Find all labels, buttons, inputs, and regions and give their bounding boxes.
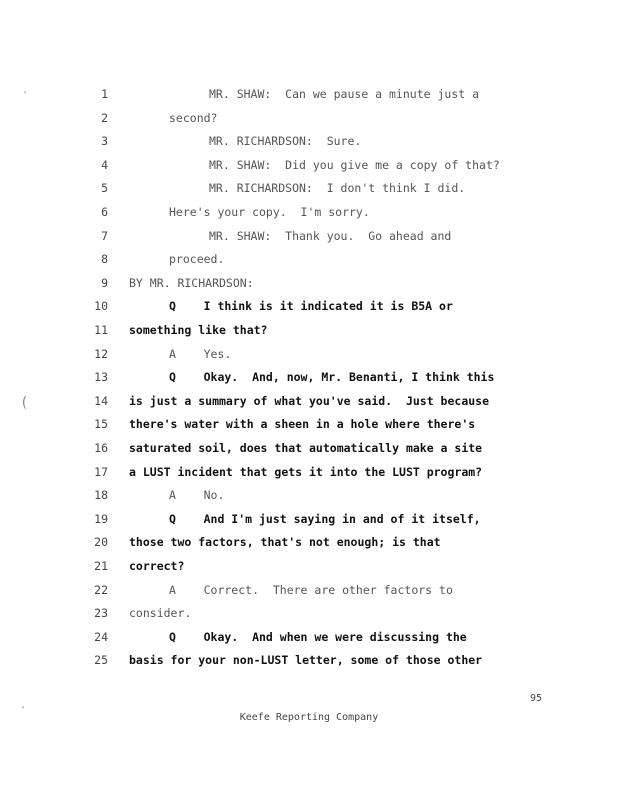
transcript-line bbox=[0, 296, 618, 316]
line-text: MR. RICHARDSON: Sure. bbox=[209, 134, 362, 149]
line-number: 10 bbox=[94, 299, 108, 314]
transcript-line bbox=[0, 627, 618, 647]
transcript-line bbox=[0, 438, 618, 458]
line-number: 5 bbox=[101, 181, 108, 196]
transcript-line bbox=[0, 367, 618, 387]
line-number: 4 bbox=[101, 157, 108, 172]
line-text: A Yes. bbox=[169, 346, 232, 361]
line-number: 20 bbox=[94, 535, 108, 550]
transcript-line bbox=[0, 84, 618, 104]
line-number: 14 bbox=[94, 393, 108, 408]
transcript-line bbox=[0, 580, 618, 600]
line-number: 15 bbox=[94, 417, 108, 432]
transcript-line bbox=[0, 532, 618, 552]
line-text: Q Okay. And, now, Mr. Benanti, I think this bbox=[169, 370, 495, 385]
line-text: Here's your copy. I'm sorry. bbox=[169, 205, 370, 219]
line-number: 7 bbox=[101, 228, 108, 243]
line-text: saturated soil, does that automatically make a site bbox=[129, 441, 483, 455]
transcript-line bbox=[0, 202, 618, 222]
line-text: there's water with a sheen in a hole where there's bbox=[129, 417, 476, 432]
line-text: Q And I'm just saying in and of it itself, bbox=[169, 511, 481, 526]
line-number: 23 bbox=[94, 606, 108, 621]
transcript-line bbox=[0, 556, 618, 576]
line-number: 2 bbox=[101, 110, 108, 125]
transcript-line bbox=[0, 414, 618, 434]
line-text: MR. SHAW: Did you give me a copy of that? bbox=[209, 157, 500, 172]
line-text: Q Okay. And when we were discussing the bbox=[169, 629, 467, 644]
line-text: correct? bbox=[129, 559, 185, 573]
transcript-line bbox=[0, 108, 618, 128]
line-number: 18 bbox=[94, 488, 108, 503]
line-text: A Correct. There are other factors to bbox=[169, 582, 453, 597]
line-number: 22 bbox=[94, 582, 108, 597]
transcript-line bbox=[0, 391, 618, 411]
page-number: 95 bbox=[530, 693, 543, 704]
line-text: MR. SHAW: Thank you. Go ahead and bbox=[209, 228, 452, 243]
line-number: 11 bbox=[94, 323, 108, 337]
transcript-line bbox=[0, 155, 618, 175]
line-number: 24 bbox=[94, 629, 108, 644]
line-number: 8 bbox=[101, 252, 108, 267]
line-text: basis for your non-LUST letter, some of those other bbox=[129, 653, 483, 668]
scan-speck-mark: ' bbox=[20, 705, 27, 716]
transcript-line bbox=[0, 603, 618, 623]
line-number: 6 bbox=[101, 205, 108, 219]
transcript-line bbox=[0, 650, 618, 670]
line-text: something like that? bbox=[129, 323, 268, 337]
line-text: is just a summary of what you've said. Just because bbox=[129, 393, 490, 408]
line-number: 21 bbox=[94, 559, 108, 573]
line-text: proceed. bbox=[169, 252, 225, 267]
line-text: MR. RICHARDSON: I don't think I did. bbox=[209, 181, 466, 196]
transcript-line bbox=[0, 226, 618, 246]
transcript-line bbox=[0, 344, 618, 364]
line-text: second? bbox=[169, 110, 218, 125]
line-number: 1 bbox=[101, 87, 108, 101]
line-text: A No. bbox=[169, 488, 225, 503]
transcript-line bbox=[0, 485, 618, 505]
transcript-line bbox=[0, 320, 618, 340]
transcript-line bbox=[0, 509, 618, 529]
line-number: 25 bbox=[94, 653, 108, 668]
line-text: MR. SHAW: Can we pause a minute just a bbox=[209, 87, 480, 101]
line-text: Q I think is it indicated it is B5A or bbox=[169, 299, 453, 314]
transcript-line bbox=[0, 273, 618, 293]
line-text: those two factors, that's not enough; is that bbox=[129, 535, 441, 550]
line-number: 3 bbox=[101, 134, 108, 149]
transcript-line bbox=[0, 249, 618, 269]
line-text: BY MR. RICHARDSON: bbox=[129, 275, 254, 290]
transcript-line bbox=[0, 131, 618, 151]
line-number: 17 bbox=[94, 464, 108, 479]
scan-speck-mark: ( bbox=[20, 395, 29, 411]
line-number: 12 bbox=[94, 346, 108, 361]
line-number: 19 bbox=[94, 511, 108, 526]
line-number: 13 bbox=[94, 370, 108, 385]
line-number: 9 bbox=[101, 275, 108, 290]
transcript-line bbox=[0, 178, 618, 198]
scan-speck-mark: ' bbox=[22, 90, 29, 101]
line-text: consider. bbox=[129, 606, 192, 621]
line-number: 16 bbox=[94, 441, 108, 455]
transcript-line bbox=[0, 462, 618, 482]
line-text: a LUST incident that gets it into the LUST program? bbox=[129, 464, 483, 479]
footer-reporter: Keefe Reporting Company bbox=[239, 712, 379, 723]
